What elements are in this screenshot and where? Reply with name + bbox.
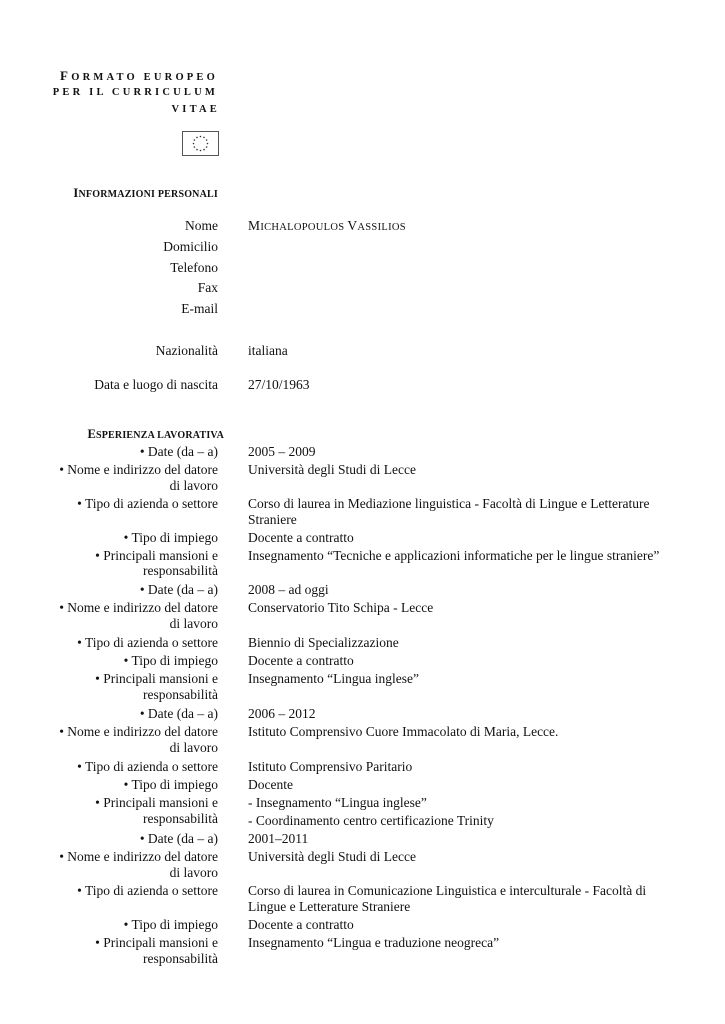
entry-job-type: Docente	[248, 777, 293, 792]
label-employer-cont: di lavoro	[169, 616, 218, 631]
label-duties-cont: responsabilità	[143, 811, 218, 826]
label-nazionalita: Nazionalità	[155, 343, 218, 358]
label-sector: • Tipo di azienda o settore	[77, 759, 218, 774]
section-heading-personal: INFORMAZIONI PERSONALI	[73, 186, 218, 200]
value-nazionalita: italiana	[248, 343, 288, 358]
label-email: E-mail	[181, 301, 218, 316]
label-sector: • Tipo di azienda o settore	[77, 883, 218, 898]
label-date: • Date (da – a)	[139, 582, 218, 597]
entry-duties-2: - Coordinamento centro certificazione Trinity	[248, 813, 494, 828]
label-employer: • Nome e indirizzo del datore	[59, 849, 218, 864]
entry-employer: Conservatorio Tito Schipa - Lecce	[248, 600, 434, 615]
entry-duties: Insegnamento “Lingua inglese”	[248, 671, 419, 686]
entry-duties: Insegnamento “Lingua e traduzione neogreca”	[248, 935, 500, 950]
label-duties-cont: responsabilità	[143, 687, 218, 702]
entry-date: 2001–2011	[248, 831, 309, 846]
entry-date: 2006 – 2012	[248, 706, 316, 721]
entry-job-type: Docente a contratto	[248, 653, 354, 668]
label-date: • Date (da – a)	[139, 831, 218, 846]
entry-employer: Università degli Studi di Lecce	[248, 462, 416, 477]
label-employer: • Nome e indirizzo del datore	[59, 724, 218, 739]
entry-sector: Istituto Comprensivo Paritario	[248, 759, 413, 774]
entry-sector: Corso di laurea in Comunicazione Linguistica e interculturale - Facoltà di Lingue e Letterature Straniere	[248, 883, 647, 914]
label-employer-cont: di lavoro	[169, 740, 218, 755]
label-job-type: • Tipo di impiego	[123, 530, 218, 545]
cv-title-line-2: PER IL CURRICULUM	[52, 87, 218, 98]
label-domicilio: Domicilio	[163, 239, 218, 254]
label-employer-cont: di lavoro	[169, 865, 218, 880]
eu-flag-icon	[182, 131, 219, 156]
label-job-type: • Tipo di impiego	[123, 917, 218, 932]
value-data-nascita: 27/10/1963	[248, 377, 310, 392]
label-duties-cont: responsabilità	[143, 563, 218, 578]
label-fax: Fax	[197, 280, 218, 295]
cv-title-line-3: VITAE	[171, 104, 220, 115]
entry-duties-1: - Insegnamento “Lingua inglese”	[248, 795, 427, 810]
value-nome: MICHALOPOULOS VASSILIOS	[248, 218, 406, 233]
label-duties: • Principali mansioni e	[95, 548, 218, 563]
cv-title-line-1: FORMATO EUROPEO	[60, 68, 218, 83]
label-job-type: • Tipo di impiego	[123, 653, 218, 668]
entry-job-type: Docente a contratto	[248, 917, 354, 932]
label-duties-cont: responsabilità	[143, 951, 218, 966]
label-telefono: Telefono	[170, 260, 218, 275]
label-sector: • Tipo di azienda o settore	[77, 496, 218, 511]
label-sector: • Tipo di azienda o settore	[77, 635, 218, 650]
entry-date: 2008 – ad oggi	[248, 582, 329, 597]
entry-sector: Corso di laurea in Mediazione linguistica - Facoltà di Lingue e Letterature Straniere	[248, 496, 650, 527]
label-data-nascita: Data e luogo di nascita	[94, 377, 218, 392]
label-employer-cont: di lavoro	[169, 478, 218, 493]
section-heading-experience: ESPERIENZA LAVORATIVA	[87, 427, 224, 441]
label-nome: Nome	[185, 218, 218, 233]
label-employer: • Nome e indirizzo del datore	[59, 462, 218, 477]
label-duties: • Principali mansioni e	[95, 795, 218, 810]
label-duties: • Principali mansioni e	[95, 671, 218, 686]
entry-employer: Università degli Studi di Lecce	[248, 849, 416, 864]
label-date: • Date (da – a)	[139, 706, 218, 721]
entry-duties: Insegnamento “Tecniche e applicazioni informatiche per le lingue straniere”	[248, 548, 660, 563]
entry-date: 2005 – 2009	[248, 444, 316, 459]
label-job-type: • Tipo di impiego	[123, 777, 218, 792]
label-date: • Date (da – a)	[139, 444, 218, 459]
label-employer: • Nome e indirizzo del datore	[59, 600, 218, 615]
entry-employer: Istituto Comprensivo Cuore Immacolato di Maria, Lecce.	[248, 724, 559, 739]
label-duties: • Principali mansioni e	[95, 935, 218, 950]
entry-sector: Biennio di Specializzazione	[248, 635, 399, 650]
entry-job-type: Docente a contratto	[248, 530, 354, 545]
